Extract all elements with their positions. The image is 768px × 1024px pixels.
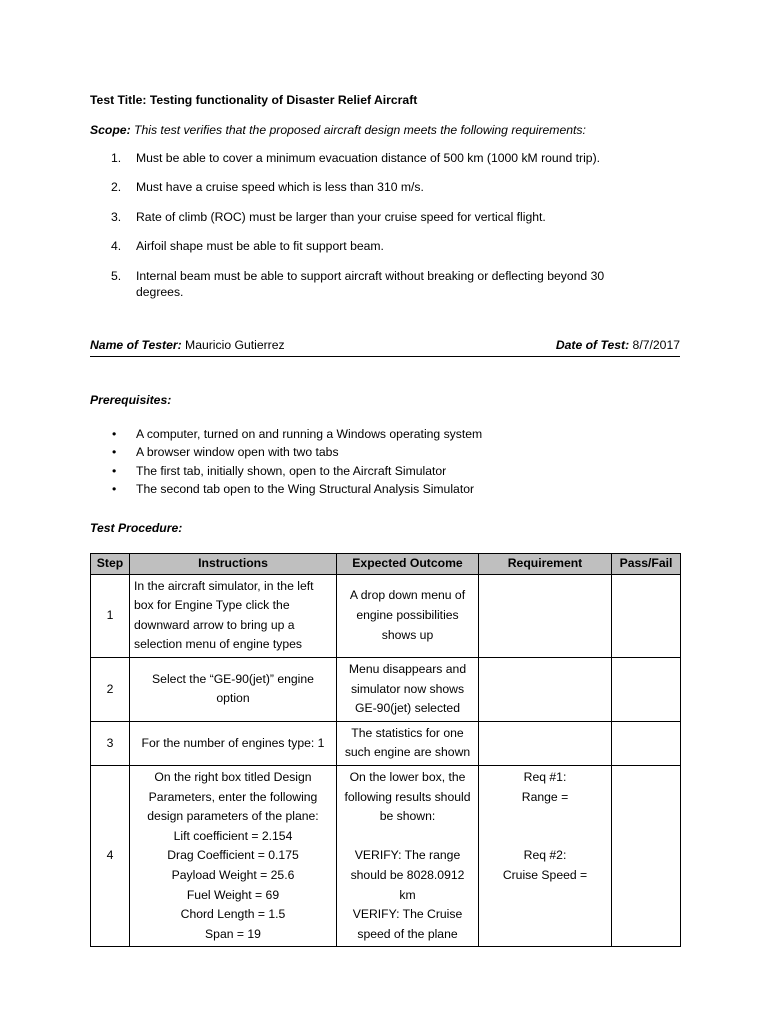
prerequisites-heading: Prerequisites: bbox=[90, 393, 172, 407]
tester-name-value: Mauricio Gutierrez bbox=[181, 338, 285, 352]
expected-cell: Menu disappears and simulator now shows GE-90(jet) selected bbox=[337, 657, 479, 721]
column-header-requirement: Requirement bbox=[479, 554, 612, 575]
tester-name-label: Name of Tester: bbox=[90, 338, 182, 352]
passfail-cell bbox=[612, 657, 681, 721]
expected-cell: The statistics for one such engine are shown bbox=[337, 721, 479, 765]
requirement-number: 4. bbox=[111, 239, 122, 254]
scope-line bbox=[90, 122, 586, 138]
requirement-cell bbox=[479, 657, 612, 721]
test-date-label: Date of Test: bbox=[555, 338, 630, 352]
passfail-cell bbox=[612, 574, 681, 657]
requirement-number: 5. bbox=[111, 268, 122, 283]
requirement-number: 2. bbox=[111, 180, 122, 195]
instructions-cell: Select the “GE-90(jet)” engine option bbox=[130, 657, 337, 721]
requirement-text: Airfoil shape must be able to fit support beam. bbox=[136, 239, 384, 254]
tester-name bbox=[90, 337, 285, 353]
procedure-table bbox=[90, 553, 681, 947]
scope-text: This test verifies that the proposed aircraft design meets the following requirements: bbox=[130, 123, 586, 137]
prerequisite-item: • The second tab open to the Wing Structural Analysis Simulator bbox=[90, 481, 482, 497]
column-header-passfail: Pass/Fail bbox=[612, 554, 681, 575]
requirement-cell bbox=[479, 721, 612, 765]
prerequisite-item: • The first tab, initially shown, open to the Aircraft Simulator bbox=[90, 463, 482, 479]
procedure-heading: Test Procedure: bbox=[90, 521, 183, 535]
requirement-text: Rate of climb (ROC) must be larger than your cruise speed for vertical flight. bbox=[136, 209, 546, 224]
expected-cell: A drop down menu of engine possibilities shows up bbox=[337, 574, 479, 657]
prerequisite-item: • A browser window open with two tabs bbox=[90, 444, 482, 460]
step-cell: 4 bbox=[91, 765, 130, 946]
passfail-cell bbox=[612, 765, 681, 946]
requirement-text: Internal beam must be able to support aircraft without breaking or deflecting beyond 30 degrees. bbox=[136, 268, 605, 300]
instructions-cell: In the aircraft simulator, in the left box for Engine Type click the downward arrow to bring up a selection menu of engine types bbox=[130, 574, 337, 657]
procedure-header-row bbox=[91, 554, 681, 575]
table-row bbox=[91, 721, 681, 765]
table-row bbox=[91, 574, 681, 657]
requirement-number: 1. bbox=[111, 151, 122, 165]
scope-label: Scope: bbox=[90, 123, 131, 137]
test-date-value: 8/7/2017 bbox=[629, 338, 680, 352]
step-cell: 2 bbox=[91, 657, 130, 721]
requirement-item bbox=[90, 179, 650, 195]
requirement-text: Must be able to cover a minimum evacuation distance of 500 km (1000 kM round trip). bbox=[136, 151, 601, 165]
instructions-cell: On the right box titled Design Parameters, enter the following design parameters of the plane: Lift coefficient = 2.154 Drag Coefficient = 0.175 Payload Weight = 25.6 Fuel Weight = 69 Chord Length = 1.5 Span = 19 bbox=[130, 765, 337, 946]
table-row bbox=[91, 657, 681, 721]
requirement-item bbox=[90, 268, 650, 301]
requirements-list bbox=[90, 150, 650, 314]
test-title: Test Title: Testing functionality of Disaster Relief Aircraft bbox=[90, 93, 418, 107]
requirement-number: 3. bbox=[111, 209, 122, 224]
expected-cell: On the lower box, the following results should be shown: VERIFY: The range should be 8028.0912 km VERIFY: The Cruise speed of the plane bbox=[337, 765, 479, 946]
instructions-cell: For the number of engines type: 1 bbox=[130, 721, 337, 765]
requirement-item bbox=[90, 150, 650, 166]
requirement-item bbox=[90, 209, 650, 225]
prerequisites-list bbox=[90, 426, 482, 500]
column-header-expected: Expected Outcome bbox=[337, 554, 479, 575]
requirement-item bbox=[90, 238, 650, 254]
tester-info-row bbox=[90, 337, 680, 357]
passfail-cell bbox=[612, 721, 681, 765]
requirement-cell: Req #1: Range = Req #2: Cruise Speed = bbox=[479, 765, 612, 946]
step-cell: 1 bbox=[91, 574, 130, 657]
test-date bbox=[556, 337, 680, 353]
prerequisite-item: • A computer, turned on and running a Windows operating system bbox=[90, 426, 482, 442]
table-row bbox=[91, 765, 681, 946]
column-header-step: Step bbox=[91, 554, 130, 575]
requirement-cell bbox=[479, 574, 612, 657]
column-header-instructions: Instructions bbox=[130, 554, 337, 575]
step-cell: 3 bbox=[91, 721, 130, 765]
requirement-text: Must have a cruise speed which is less than 310 m/s. bbox=[136, 180, 424, 195]
